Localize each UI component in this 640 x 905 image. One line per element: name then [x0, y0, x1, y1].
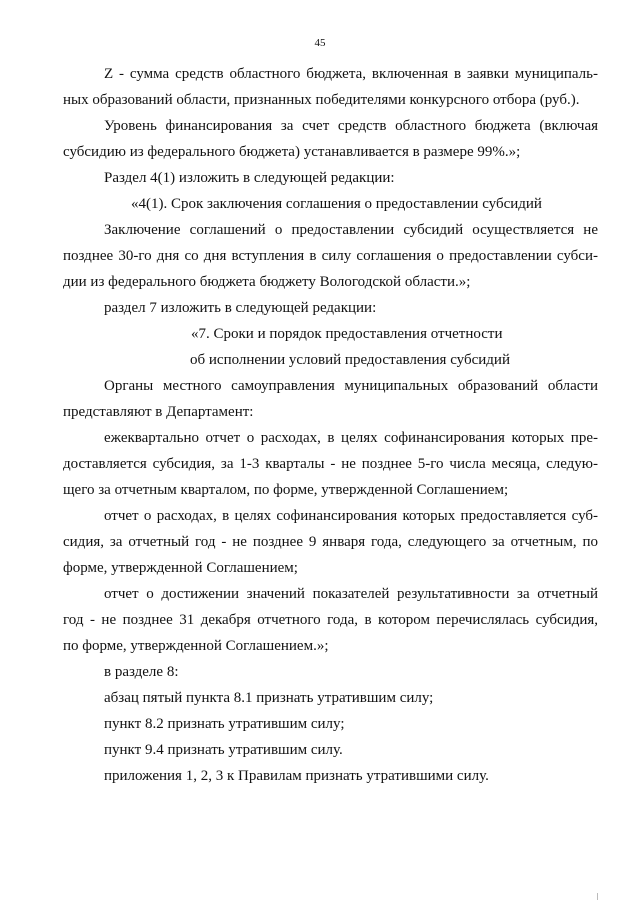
text-line: пункт 9.4 признать утратившим силу. [104, 742, 343, 758]
text-line: щего за отчетным кварталом, по форме, утвержденной Соглашением; [63, 482, 509, 498]
text-line: сидия, за отчетный год - не позднее 9 января года, следующего за отчетным, по [63, 534, 598, 550]
page-number: 45 [314, 37, 326, 49]
text-line: Раздел 4(1) изложить в следующей редакции: [104, 170, 395, 186]
text-line: Органы местного самоуправления муниципальных образований области [104, 378, 598, 394]
text-line: в разделе 8: [104, 664, 179, 680]
text-line: пункт 8.2 признать утратившим силу; [104, 716, 345, 732]
text-line: ежеквартально отчет о расходах, в целях софинансирования которых пре- [104, 430, 598, 446]
section-heading: об исполнении условий предоставления субсидий [190, 352, 510, 368]
text-line: отчет о расходах, в целях софинансирования которых предоставляется суб- [104, 508, 598, 524]
text-line: год - не позднее 31 декабря отчетного года, в котором перечислялась субсидия, [63, 612, 598, 628]
scan-mark [597, 893, 598, 900]
text-line: раздел 7 изложить в следующей редакции: [104, 300, 377, 316]
text-line: приложения 1, 2, 3 к Правилам признать утратившими силу. [104, 768, 489, 784]
text-line: Уровень финансирования за счет средств областного бюджета (включая [104, 118, 598, 134]
text-line: отчет о достижении значений показателей результативности за отчетный [104, 586, 598, 602]
text-line: абзац пятый пункта 8.1 признать утратившим силу; [104, 690, 434, 706]
text-line: субсидию из федерального бюджета) устанавливается в размере 99%.»; [63, 144, 521, 160]
section-heading: «4(1). Срок заключения соглашения о предоставлении субсидий [131, 196, 542, 212]
text-line: Заключение соглашений о предоставлении субсидий осуществляется не [104, 222, 598, 238]
text-line: Z - сумма средств областного бюджета, включенная в заявки муниципаль- [104, 66, 598, 82]
text-line: доставляется субсидия, за 1-3 кварталы - не позднее 5-го числа месяца, следую- [63, 456, 598, 472]
text-line: ных образований области, признанных победителями конкурсного отбора (руб.). [63, 92, 580, 108]
section-heading: «7. Сроки и порядок предоставления отчетности [191, 326, 503, 342]
text-line: форме, утвержденной Соглашением; [63, 560, 298, 576]
text-line: позднее 30-го дня со дня вступления в силу соглашения о предоставлении субси- [63, 248, 598, 264]
text-line: по форме, утвержденной Соглашением.»; [63, 638, 329, 654]
text-line: представляют в Департамент: [63, 404, 254, 420]
text-line: дии из федерального бюджета бюджету Вологодской области.»; [63, 274, 471, 290]
